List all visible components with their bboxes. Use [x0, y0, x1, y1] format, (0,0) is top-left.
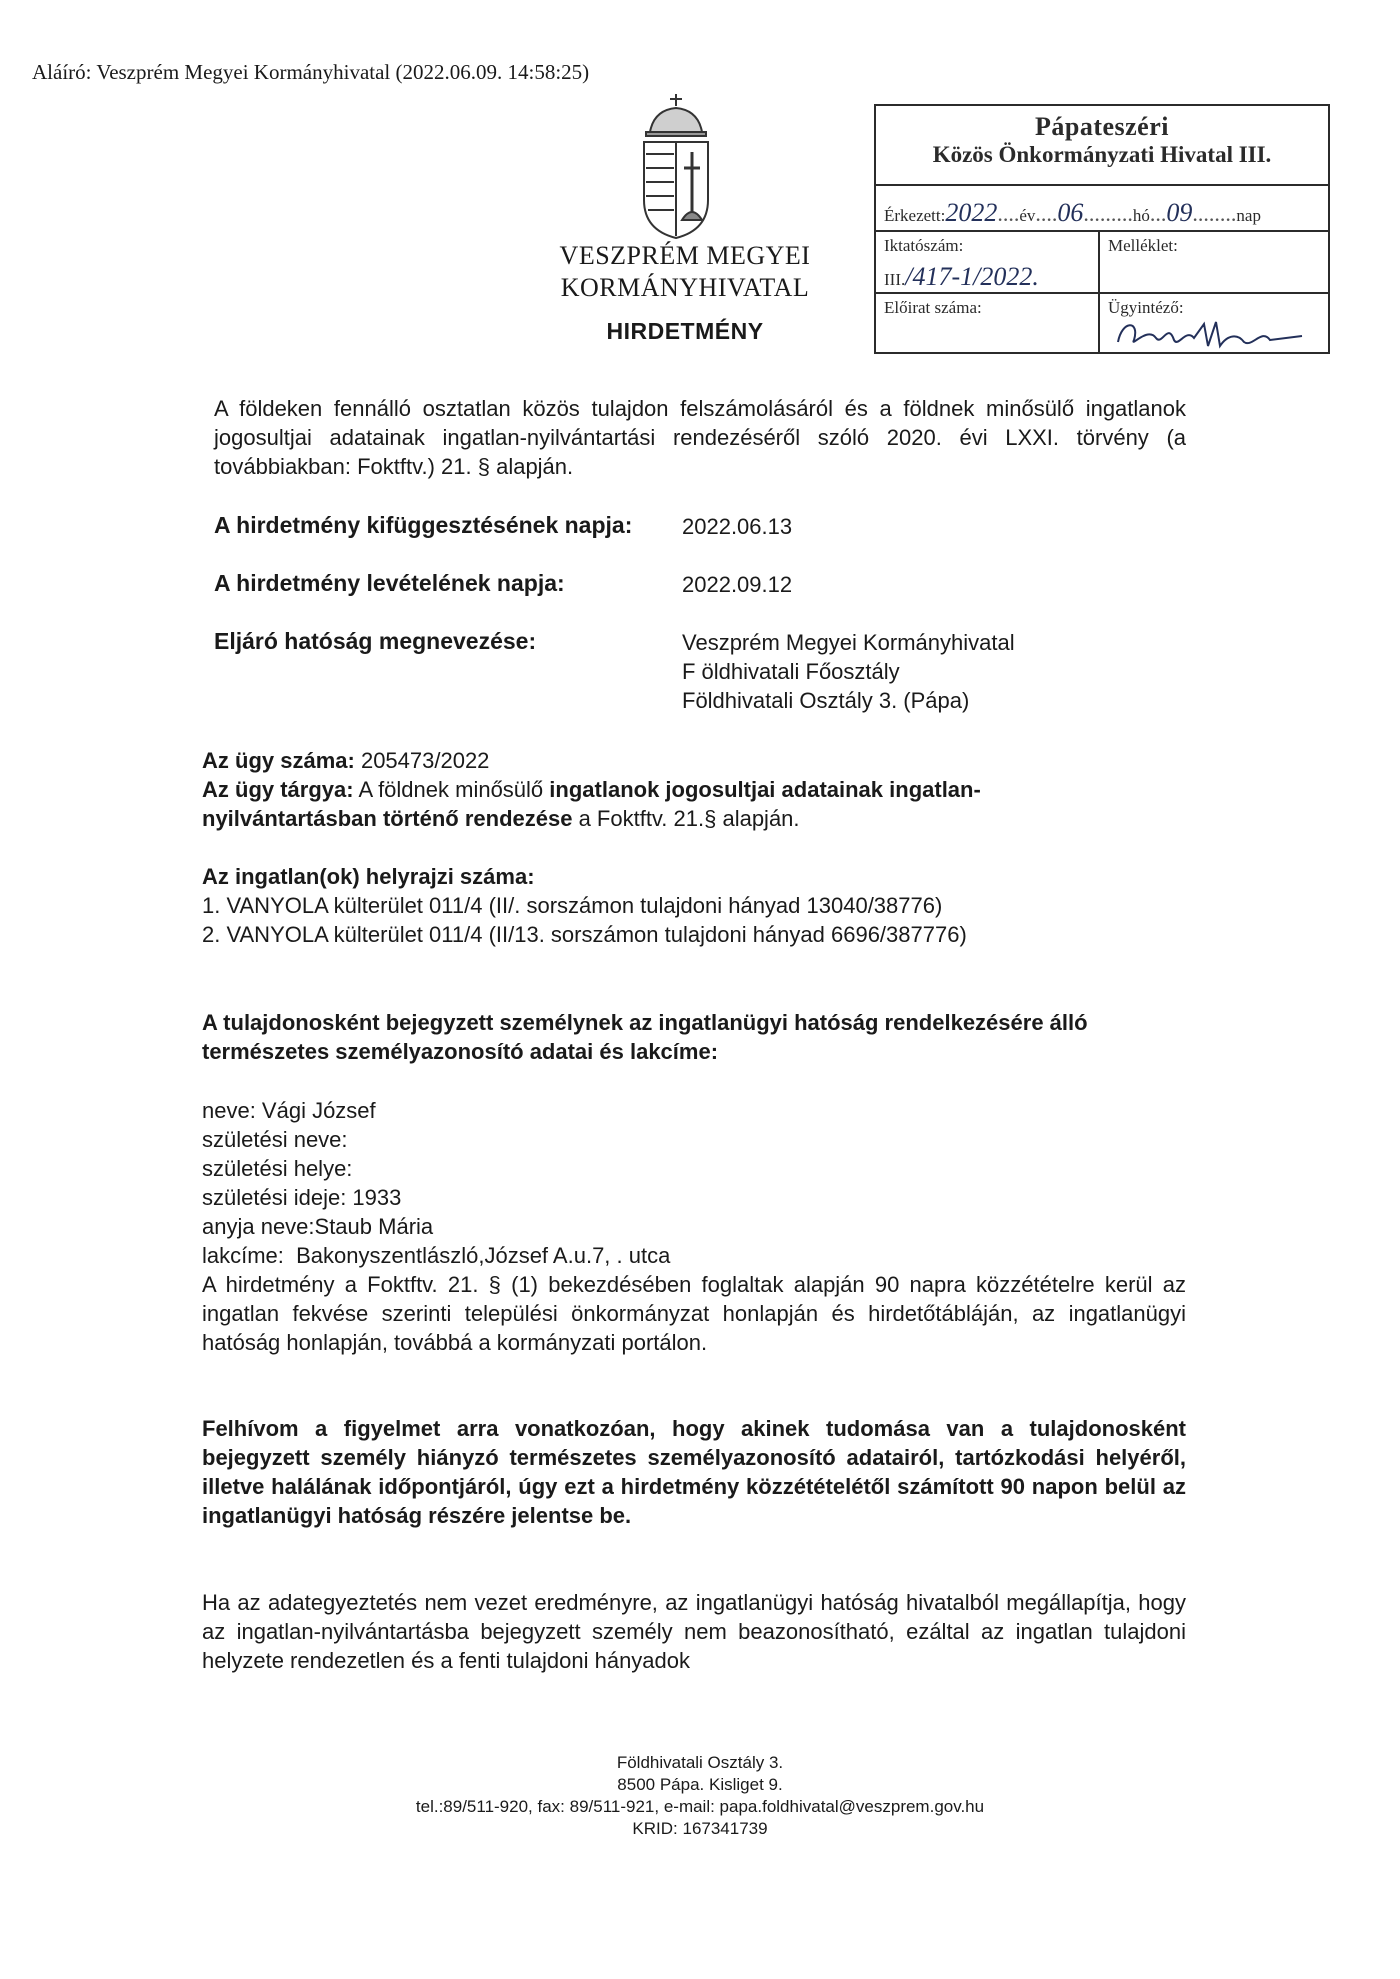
case-number-value: 205473/2022: [360, 748, 490, 773]
case-number: [202, 746, 1186, 775]
stamp-office-subtitle: Közös Önkormányzati Hivatal III.: [932, 142, 1272, 167]
filing-value: /417-1/2022.: [905, 262, 1039, 291]
intro-paragraph: A földeken fennálló osztatlan közös tulajdon felszámolásáról és a földnek minősülő ingatlanok jogosultjai adatainak ingatlan-nyilvántartási rendezéséről szóló 2020. évi LXXI. törvény (a továbbiakban: Foktftv.) 21. § alapján.: [214, 396, 1186, 479]
case-subject-text-1: A földnek minősülő: [358, 777, 544, 802]
parcel-item: 2. VANYOLA külterület 011/4 (II/13. sorszámon tulajdoni hányad 6696/387776): [202, 922, 967, 947]
footer-address: 8500 Pápa. Kisliget 9.: [617, 1775, 783, 1794]
footer-contact: tel.:89/511-920, fax: 89/511-921, e-mail: papa.foldhivatal@veszprem.gov.hu: [415, 1797, 985, 1816]
received-year: 2022: [945, 198, 998, 227]
agency-line-1: VESZPRÉM MEGYEI: [559, 241, 811, 270]
agency-line-2: KORMÁNYHIVATAL: [560, 273, 810, 302]
parcel-item: 1. VANYOLA külterület 011/4 (II/. sorszámon tulajdoni hányad 13040/38776): [202, 893, 943, 918]
authority-name: [682, 628, 1015, 715]
case-subject-label: Az ügy tárgya:: [202, 777, 354, 802]
owner-field: születési ideje: 1933: [202, 1185, 402, 1210]
day-label: nap: [1236, 206, 1261, 225]
owner-field: születési neve:: [202, 1127, 348, 1152]
clerk-label: Ügyintéző:: [1108, 298, 1184, 317]
page-footer: [250, 1752, 1150, 1840]
footer-krid: KRID: 167341739: [632, 1819, 768, 1838]
owner-details: [202, 1096, 1186, 1270]
owner-field: születési helye:: [202, 1156, 353, 1181]
posting-date-label: A hirdetmény kifüggesztésének napja:: [214, 512, 633, 538]
stamp-received-row: [876, 186, 1328, 232]
case-subject-bold-1: ingatlanok jogosultjai adatainak ingatlan-: [549, 777, 981, 802]
footer-office: Földhivatali Osztály 3.: [616, 1753, 784, 1772]
publication-paragraph: A hirdetmény a Foktftv. 21. § (1) bekezdésében foglaltak alapján 90 napra közzétételre kerül az ingatlan fekvése szerinti települési önkormányzat honlapján és hirdetőtábláján, az ingatlanügyi hatóság honlapján, továbbá a kormányzati portálon.: [202, 1272, 1186, 1355]
received-label: Érkezett:: [884, 206, 946, 225]
removal-date: 2022.09.12: [682, 572, 793, 597]
received-month: 06: [1057, 198, 1084, 227]
case-block: [202, 746, 1186, 833]
stamp-divider-horizontal: [876, 292, 1328, 294]
stamp-office-name: Pápateszéri: [1034, 112, 1169, 141]
agency-name: [540, 240, 830, 304]
case-subject-bold-2: nyilvántartásban történő rendezése: [202, 806, 573, 831]
filing-label: Iktatószám:: [884, 236, 964, 255]
parcels-label: Az ingatlan(ok) helyrajzi száma:: [202, 864, 535, 889]
year-label: év: [1019, 206, 1036, 225]
authority-line-2: F öldhivatali Főosztály: [682, 659, 900, 684]
authority-label: Eljáró hatóság megnevezése:: [214, 628, 537, 654]
prior-number-label: Előirat száma:: [884, 298, 982, 317]
removal-date-label: A hirdetmény levételének napja:: [214, 570, 565, 596]
clerk-signature-icon: [1112, 316, 1312, 350]
stamp-received: Érkezett:2022....év....06.........hó...09........nap: [884, 198, 1261, 227]
attachment-label: Melléklet:: [1108, 236, 1178, 255]
filing-prefix: III.: [884, 270, 906, 289]
closing-paragraph: Ha az adategyeztetés nem vezet eredményre, az ingatlanügyi hatóság hivatalból megállapítja, hogy az ingatlan-nyilvántartásba bejegyzett személy nem beazonosítható, ezáltal az ingatlan tulajdoni helyzete rendezetlen és a fenti tulajdoni hányadok: [202, 1590, 1186, 1673]
authority-line-1: Veszprém Megyei Kormányhivatal: [682, 630, 1015, 655]
document-title: HIRDETMÉNY: [606, 318, 764, 344]
owner-heading: A tulajdonosként bejegyzett személynek az ingatlanügyi hatóság rendelkezésére álló természetes személyazonosító adatai és lakcíme:: [202, 1010, 1088, 1064]
month-label: hó: [1132, 206, 1150, 225]
case-subject-text-2: a Foktftv. 21.§ alapján.: [578, 806, 800, 831]
owner-field: lakcíme: Bakonyszentlászló,József A.u.7, . utca: [202, 1243, 671, 1268]
filing-number: [884, 262, 1039, 292]
owner-field: anyja neve:Staub Mária: [202, 1214, 434, 1239]
posting-date: 2022.06.13: [682, 514, 793, 539]
signer-line: Aláíró: Veszprém Megyei Kormányhivatal (2022.06.09. 14:58:25): [32, 60, 590, 84]
received-day: 09: [1166, 198, 1193, 227]
coat-of-arms-icon: [636, 92, 716, 242]
owner-field: neve: Vági József: [202, 1098, 376, 1123]
parcels-block: [202, 862, 1186, 949]
case-number-label: Az ügy száma:: [202, 748, 355, 773]
case-subject: [202, 775, 1186, 833]
stamp-header: [876, 106, 1328, 186]
authority-line-3: Földhivatali Osztály 3. (Pápa): [682, 688, 970, 713]
attention-paragraph: Felhívom a figyelmet arra vonatkozóan, hogy akinek tudomása van a tulajdonosként bejegyzett személy hiányzó természetes személyazonosító adatairól, tartózkodási helyéről, illetve halálának időpontjáról, úgy ezt a hirdetmény közzétételétől számított 90 napon belül az ingatlanügyi hatóság részére jelentse be.: [202, 1416, 1186, 1528]
registration-stamp: [874, 104, 1330, 354]
